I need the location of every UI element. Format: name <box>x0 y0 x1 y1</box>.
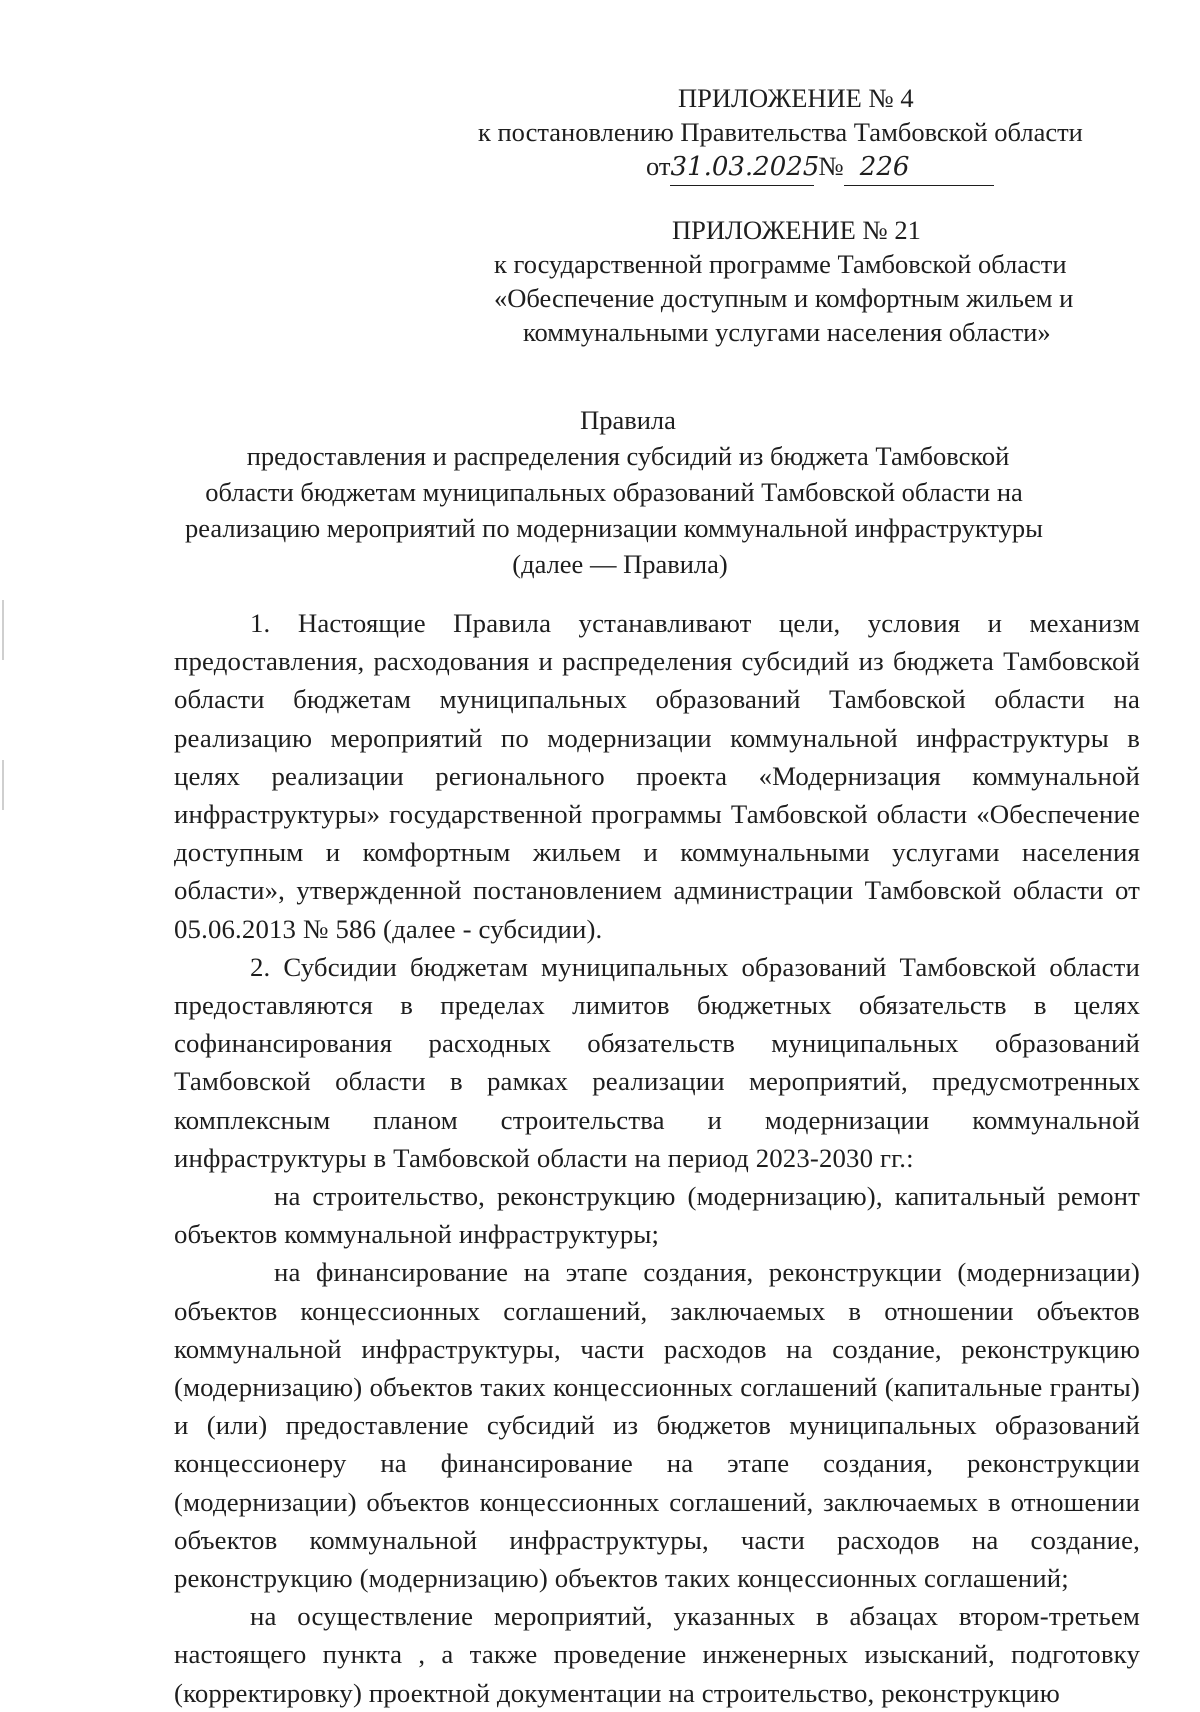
program-reference-line3: коммунальными услугами населения области» <box>523 317 1051 347</box>
rules-title: Правила <box>580 405 676 435</box>
paragraph-2-item-1: на строительство, реконструкцию (модернизацию), капитальный ремонт объектов коммунальной инфраструктуры; <box>174 1181 1140 1250</box>
appendix-number: ПРИЛОЖЕНИЕ № 4 <box>678 83 914 113</box>
handwritten-date: 31.03.2025 <box>670 149 814 186</box>
rules-subtitle-line3: реализацию мероприятий по модернизации коммунальной инфраструктуры <box>185 513 1043 543</box>
paragraph-2-item-3: на осуществление мероприятий, указанных в абзацах втором-третьем настоящего пункта , а также проведение инженерных изысканий, подготовку (корректировку) проектной документации на строительство, реконструкцию <box>174 1601 1140 1708</box>
program-reference-line1: к государственной программе Тамбовской области <box>494 249 1067 279</box>
scan-edge-mark <box>2 760 4 810</box>
program-appendix-number: ПРИЛОЖЕНИЕ № 21 <box>672 215 921 245</box>
program-reference-line2: «Обеспечение доступным и комфортным жильем и <box>494 283 1074 313</box>
decree-reference: к постановлению Правительства Тамбовской области <box>478 117 1083 147</box>
rules-subtitle-line4: (далее — Правила) <box>512 549 728 579</box>
from-prefix: от <box>646 151 671 181</box>
decree-date-line <box>646 148 994 186</box>
paragraph-2-item-2: на финансирование на этапе создания, реконструкции (модернизации) объектов концессионных соглашений, заключаемых в отношении объектов коммунальной инфраструктуры, части расходов на создание, реконструкцию (модернизацию) объектов таких концессионных соглашений (капитальные гранты) и (или) предоставление субсидий из бюджетов муниципальных образований концессионеру на финансирование на этапе создания, реконструкции (модернизации) объектов концессионных соглашений, заключаемых в отношении объектов коммунальной инфраструктуры, части расходов на создание, реконструкцию (модернизацию) объектов таких концессионных соглашений; <box>174 1257 1140 1594</box>
rules-subtitle-line2: области бюджетам муниципальных образований Тамбовской области на <box>205 477 1023 507</box>
number-sign: № <box>818 151 844 181</box>
document-body <box>174 604 1140 1712</box>
handwritten-number: 226 <box>844 149 994 186</box>
rules-subtitle-line1: предоставления и распределения субсидий из бюджета Тамбовской <box>246 441 1010 471</box>
paragraph-1: 1. Настоящие Правила устанавливают цели, условия и механизм предоставления, расходования и распределения субсидий из бюджета Тамбовской области бюджетам муниципальных образований Тамбовской области на реализацию мероприятий по модернизации коммунальной инфраструктуры в целях реализации регионального проекта «Модернизация коммунальной инфраструктуры» государственной программы Тамбовской области «Обеспечение доступным и комфортным жильем и коммунальными услугами населения области», утвержденной постановлением администрации Тамбовской области от 05.06.2013 № 586 (далее - субсидии). <box>174 608 1140 944</box>
paragraph-2: 2. Субсидии бюджетам муниципальных образований Тамбовской области предоставляются в пределах лимитов бюджетных обязательств в целях софинансирования расходных обязательств муниципальных образований Тамбовской области в рамках реализации мероприятий, предусмотренных комплексным планом строительства и модернизации коммунальной инфраструктуры в Тамбовской области на период 2023-2030 гг.: <box>174 951 1140 1173</box>
scan-edge-mark <box>2 600 4 660</box>
